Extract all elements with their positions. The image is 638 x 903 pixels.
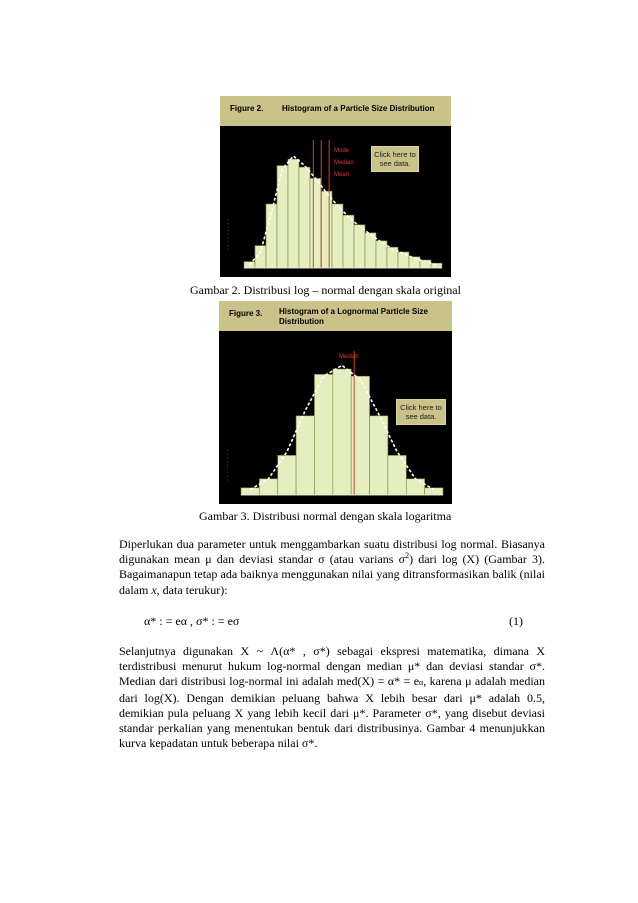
equation-1: α* : = eα , σ* : = eσ [144, 614, 240, 628]
figure-3-marker-label-median: Median [339, 354, 359, 360]
paragraph-1-italic-x: x [151, 582, 157, 597]
figure-3 [219, 301, 452, 504]
histogram-bar [321, 191, 332, 268]
histogram-bar [376, 241, 387, 268]
histogram-bar [310, 178, 321, 268]
histogram-bar [354, 225, 365, 268]
figure-2-caption: Gambar 2. Distribusi log – normal dengan skala original [190, 283, 461, 297]
equation-number: (1) [509, 614, 523, 628]
histogram-bar [299, 167, 310, 268]
histogram-bar [398, 252, 409, 268]
histogram-bar [333, 369, 351, 495]
figure-2-y-axis-ticks: · · · · · · · · · [226, 218, 232, 250]
histogram-bar [259, 479, 277, 495]
paragraph-1 [119, 537, 545, 598]
figure-2 [220, 96, 451, 277]
figure-3-title: Histogram of a Lognormal Particle Size Distribution [279, 307, 428, 326]
figure-3-header [219, 301, 452, 331]
figure-2-title: Histogram of a Particle Size Distribution [282, 104, 435, 113]
histogram-bar [343, 215, 354, 268]
paragraph-2-text-b: , karena μ adalah median dari log(X). Dengan demikian peluang bahwa X lebih besar dari μ* adalah 0.5, demikian pula peluang X yang lebih kecil dari μ*. Parameter σ*, yang disebut deviasi standar perkalian yang menentukan bentuk dari distribusinya. Gambar 4 menunjukkan kurva kepadatan untuk beberapa nilai σ*. [119, 674, 545, 751]
paragraph-2-subscript: α [419, 678, 424, 688]
paragraph-1-text-c: , data terukur): [156, 582, 228, 597]
histogram-bar [431, 263, 442, 268]
figure-2-number: Figure 2. [230, 104, 264, 113]
paragraph-1-text-b: ) dari log (X) (Gambar 3). Bagaimanapun tetap ada baiknya menggunakan nilai yang ditransformasikan balik (nilai dalam [119, 552, 545, 597]
figure-2-header [220, 96, 451, 126]
histogram-bar [288, 159, 299, 268]
figure-3-number: Figure 3. [229, 309, 263, 318]
histogram-bar [314, 374, 332, 495]
figure-2-click-data-button[interactable]: Click here to see data. [371, 146, 419, 172]
figure-2-marker-label-mean: Mean [334, 172, 350, 178]
figure-2-marker-label-mode: Mode [334, 148, 350, 154]
figure-3-y-axis-ticks: · · · · · · · · · [225, 449, 231, 481]
figure-3-caption: Gambar 3. Distribusi normal dengan skala logaritma [199, 509, 452, 523]
figure-2-marker-label-median: Median [334, 160, 354, 166]
paragraph-2-text-a: Selanjutnya digunakan X ~ Λ(α* , σ*) sebagai ekspresi matematika, dimana X terdistribusi menurut hukum log-normal dengan median μ* dan deviasi standar σ*. Median dari distribusi log-normal ini adalah med(X) = α* = e [119, 644, 545, 689]
histogram-bar [332, 204, 343, 268]
paragraph-1-superscript: 2 [405, 551, 410, 561]
histogram-bar [296, 416, 314, 495]
figure-3-click-data-button[interactable]: Click here to see data. [396, 399, 446, 425]
paragraph-2 [119, 644, 545, 751]
histogram-bar [406, 479, 424, 495]
paragraph-1-text-a: Diperlukan dua parameter untuk menggambarkan suatu distribusi log normal. Biasanya digunakan mean μ dan deviasi standar σ (atau varians σ [119, 537, 545, 567]
